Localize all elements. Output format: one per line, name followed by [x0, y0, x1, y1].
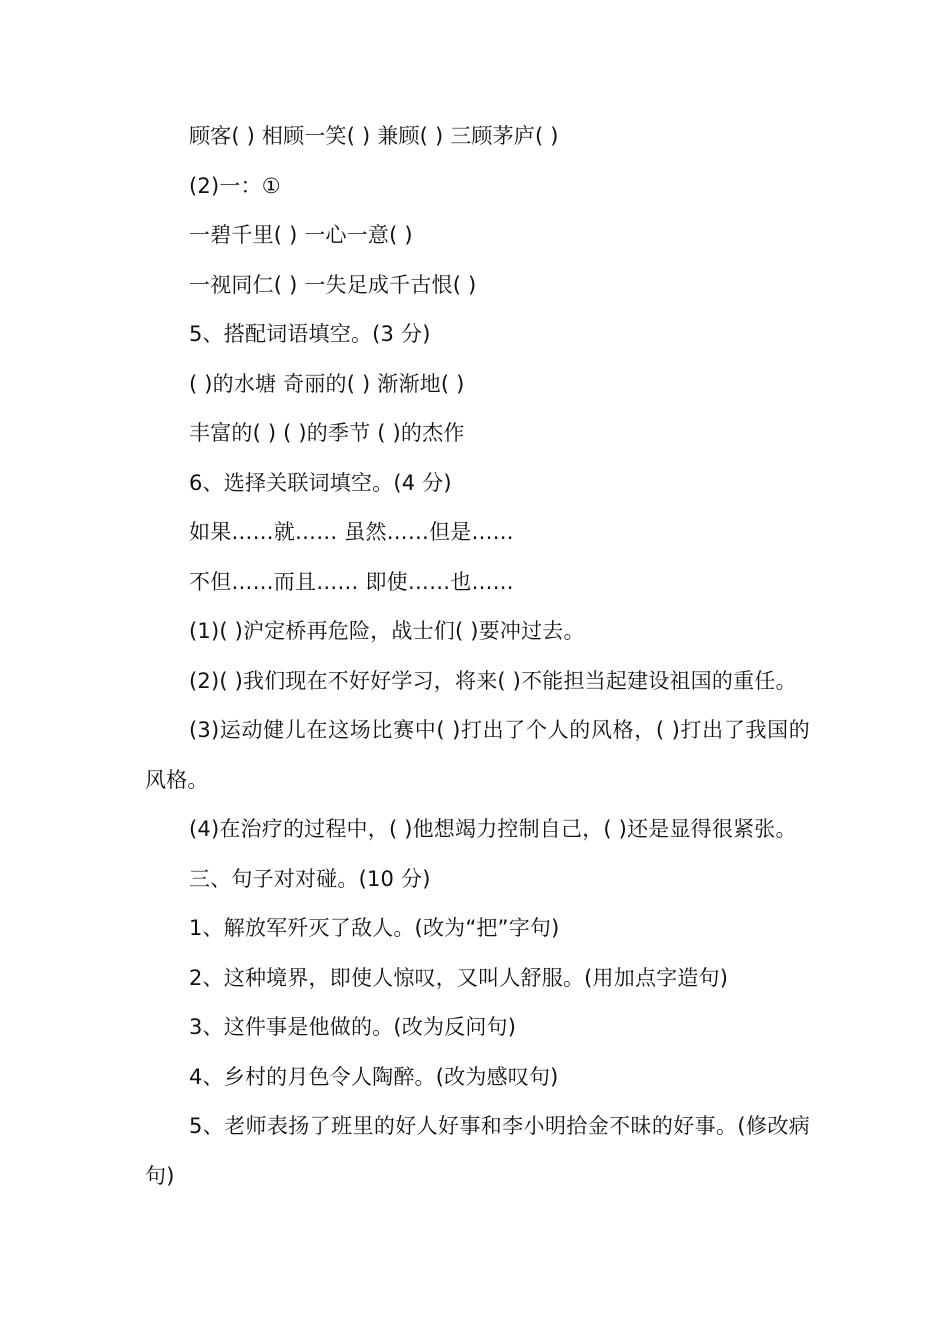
question-item: 4、乡村的月色令人陶醉。(改为感叹句) — [189, 1064, 559, 1089]
text-line: 如果……就…… 虽然……但是…… — [189, 520, 514, 544]
question-item: 3、这件事是他做的。(改为反问句) — [189, 1015, 517, 1039]
document-body — [145, 112, 810, 1201]
text-line: 丰富的( ) ( )的季节 ( )的杰作 — [189, 421, 465, 445]
question-item: 5、老师表扬了班里的好人好事和李小明拾金不昧的好事。(修改病句) — [145, 1114, 810, 1188]
text-line: (2)一：① — [189, 173, 281, 198]
text-line: 一视同仁( ) 一失足成千古恨( ) — [189, 272, 477, 297]
text-line: 不但……而且…… 即使……也…… — [189, 569, 514, 594]
question-item: (3)运动健儿在这场比赛中( )打出了个人的风格，( )打出了我国的风格。 — [145, 718, 810, 792]
question-item: 2、这种境界，即使人惊叹，又叫人舒服。(用加点字造句) — [189, 965, 729, 990]
question-item: (4)在治疗的过程中，( )他想竭力控制自己，( )还是显得很紧张。 — [189, 817, 797, 841]
question-item: (2)( )我们现在不好好学习，将来( )不能担当起建设祖国的重任。 — [189, 668, 797, 693]
section-heading: 三、句子对对碰。(10 分) — [189, 866, 431, 891]
text-line: 一碧千里( ) 一心一意( ) — [189, 223, 413, 247]
question-item: (1)( )沪定桥再危险，战士们( )要冲过去。 — [189, 619, 585, 643]
question-item: 1、解放军歼灭了敌人。(改为“把”字句) — [189, 916, 560, 940]
section-heading: 5、搭配词语填空。(3 分) — [189, 322, 431, 346]
text-line: ( )的水塘 奇丽的( ) 渐渐地( ) — [189, 371, 465, 396]
text-line: 顾客( ) 相顾一笑( ) 兼顾( ) 三顾茅庐( ) — [189, 124, 559, 148]
section-heading: 6、选择关联词填空。(4 分) — [189, 470, 452, 495]
